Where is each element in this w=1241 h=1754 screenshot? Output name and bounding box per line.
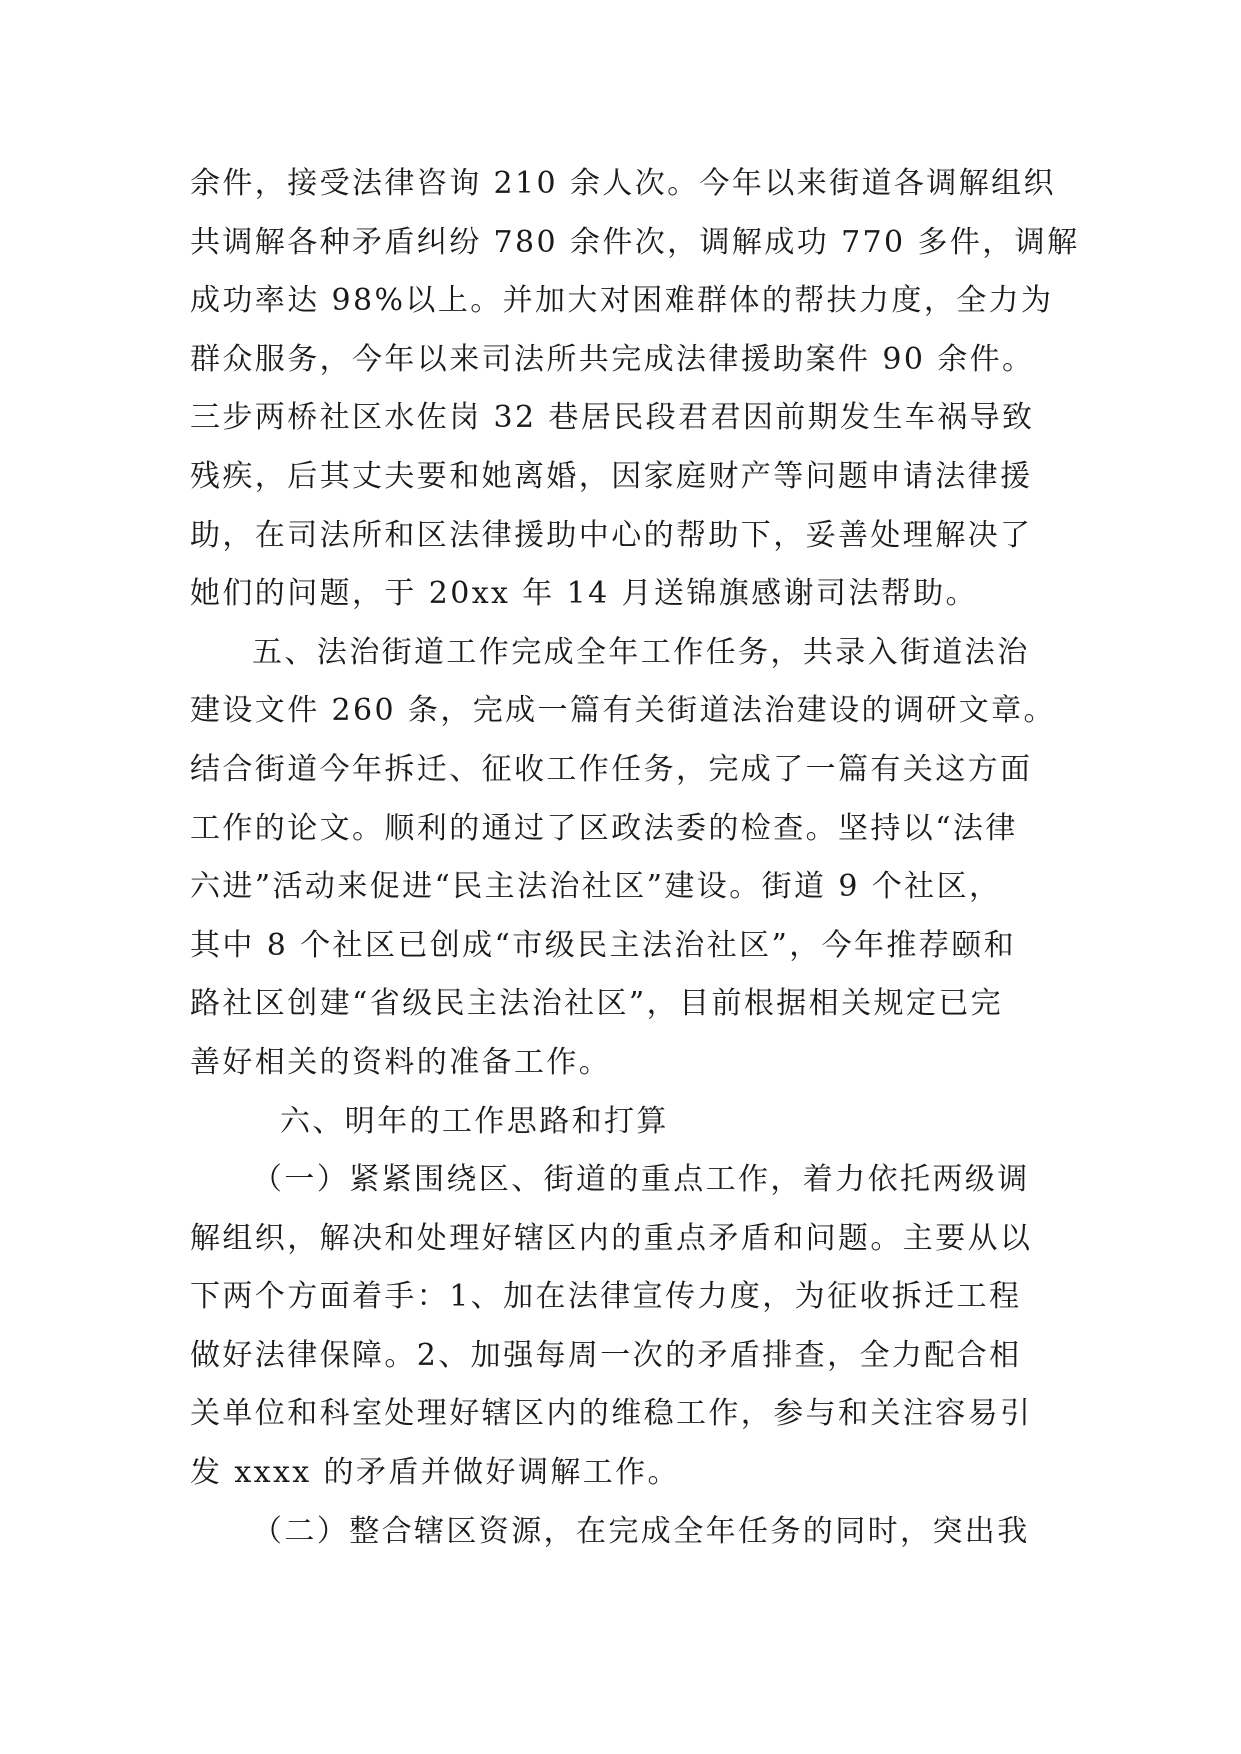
text-line: 关单位和科室处理好辖区内的维稳工作，参与和关注容易引 — [190, 1396, 1033, 1432]
paragraph-start-line: （一）紧紧围绕区、街道的重点工作，着力依托两级调 — [252, 1162, 1030, 1198]
text-line: 她们的问题，于 20xx 年 14 月送锦旗感谢司法帮助。 — [190, 576, 978, 612]
text-line: 做好法律保障。2、加强每周一次的矛盾排查，全力配合相 — [190, 1337, 1022, 1373]
paragraph-start-line: 五、法治街道工作完成全年工作任务，共录入街道法治 — [252, 634, 1030, 670]
paragraph-start-line: （二）整合辖区资源，在完成全年任务的同时，突出我 — [252, 1513, 1030, 1549]
text-line: 群众服务，今年以来司法所共完成法律援助案件 90 余件。 — [190, 341, 1035, 377]
text-line: 善好相关的资料的准备工作。 — [190, 1044, 612, 1080]
text-line: 建设文件 260 条，完成一篇有关街道法治建设的调研文章。 — [190, 693, 1056, 729]
text-line: 结合街道今年拆迁、征收工作任务，完成了一篇有关这方面 — [190, 751, 1033, 787]
text-line: 余件，接受法律咨询 210 余人次。今年以来街道各调解组织 — [190, 166, 1056, 201]
body-text — [190, 155, 1080, 1561]
text-line: 助，在司法所和区法律援助中心的帮助下，妥善处理解决了 — [190, 517, 1033, 553]
text-line: 三步两桥社区水佐岗 32 巷居民段君君因前期发生车祸导致 — [190, 400, 1035, 436]
text-line: 解组织，解决和处理好辖区内的重点矛盾和问题。主要从以 — [190, 1220, 1033, 1256]
section-heading: 六、明年的工作思路和打算 — [280, 1103, 669, 1139]
text-line: 其中 8 个社区已创成“市级民主法治社区”，今年推荐颐和 — [190, 927, 1017, 963]
text-line: 下两个方面着手：1、加在法律宣传力度，为征收拆迁工程 — [190, 1279, 1022, 1315]
text-line: 成功率达 98%以上。并加大对困难群体的帮扶力度，全力为 — [190, 283, 1054, 319]
text-line: 路社区创建“省级民主法治社区”，目前根据相关规定已完 — [190, 986, 1004, 1022]
text-line: 共调解各种矛盾纠纷 780 余件次，调解成功 770 多件，调解 — [190, 224, 1080, 260]
text-line: 发 xxxx 的矛盾并做好调解工作。 — [190, 1455, 680, 1491]
text-line: 残疾，后其丈夫要和她离婚，因家庭财产等问题申请法律援 — [190, 458, 1033, 494]
text-line: 六进”活动来促进“民主法治社区”建设。街道 9 个社区， — [190, 869, 1002, 905]
text-line: 工作的论文。顺利的通过了区政法委的检查。坚持以“法律 — [190, 810, 1018, 846]
